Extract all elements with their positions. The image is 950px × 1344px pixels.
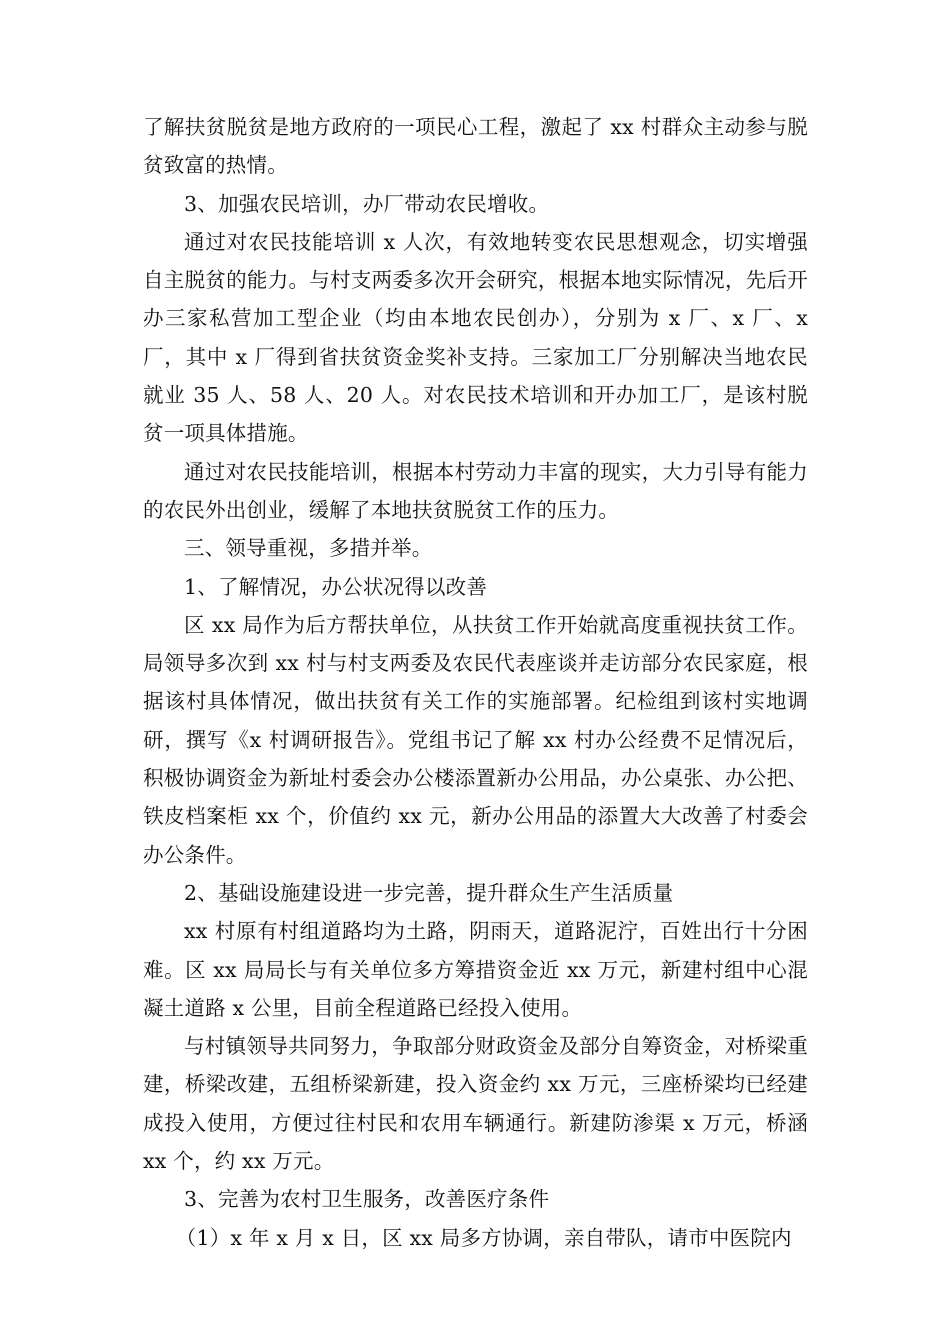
chapter-heading-3: 三、领导重视，多措并举。 bbox=[184, 536, 433, 561]
subheading-1: 1、了解情况，办公状况得以改善 bbox=[184, 574, 488, 599]
paragraph-bridges: 与村镇领导共同努力，争取部分财政资金及部分自筹资金，对桥梁重建，桥梁改建，五组桥梁新建，投入资金约 xx 万元，三座桥梁均已经建成投入使用，方便过往村民和农用车辆通行。新建防渗渠 x 万元，桥涵 xx 个，约 xx 万元。 bbox=[143, 1034, 808, 1174]
subheading-3: 3、完善为农村卫生服务，改善医疗条件 bbox=[184, 1187, 550, 1212]
paragraph-labor: 通过对农民技能培训，根据本村劳动力丰富的现实，大力引导有能力的农民外出创业，缓解了本地扶贫脱贫工作的压力。 bbox=[143, 459, 808, 522]
paragraph-office: 区 xx 局作为后方帮扶单位，从扶贫工作开始就高度重视扶贫工作。局领导多次到 xx 村与村支两委及农民代表座谈并走访部分农民家庭，根据该村具体情况，做出扶贫有关工作的实施部署。纪检组到该村实地调研，撰写《x 村调研报告》。党组书记了解 xx 村办公经费不足情况后，积极协调资金为新址村委会办公楼添置新办公用品，办公桌张、办公把、铁皮档案柜 xx 个，价值约 xx 元，新办公用品的添置大大改善了村委会办公条件。 bbox=[143, 612, 808, 867]
section-heading-3: 3、加强农民培训，办厂带动农民增收。 bbox=[184, 191, 550, 216]
paragraph-medical-item-1: （1）x 年 x 月 x 日，区 xx 局多方协调，亲自带队，请市中医院内 bbox=[175, 1225, 792, 1250]
paragraph-continuation: 了解扶贫脱贫是地方政府的一项民心工程，激起了 xx 村群众主动参与脱贫致富的热情。 bbox=[143, 115, 808, 178]
subheading-2: 2、基础设施建设进一步完善，提升群众生产生活质量 bbox=[184, 880, 674, 905]
paragraph-roads: xx 村原有村组道路均为土路，阴雨天，道路泥泞，百姓出行十分困难。区 xx 局局长与有关单位多方筹措资金近 xx 万元，新建村组中心混凝土道路 x 公里，目前全程道路已经投入使用。 bbox=[143, 919, 808, 1020]
paragraph-training: 通过对农民技能培训 x 人次，有效地转变农民思想观念，切实增强自主脱贫的能力。与村支两委多次开会研究，根据本地实际情况，先后开办三家私营加工型企业（均由本地农民创办），分别为 x 厂、x 厂、x 厂，其中 x 厂得到省扶贫资金奖补支持。三家加工厂分别解决当地农民就业 35 人、58 人、20 人。对农民技术培训和开办加工厂，是该村脱贫一项具体措施。 bbox=[143, 229, 808, 446]
document-body bbox=[143, 108, 808, 1257]
